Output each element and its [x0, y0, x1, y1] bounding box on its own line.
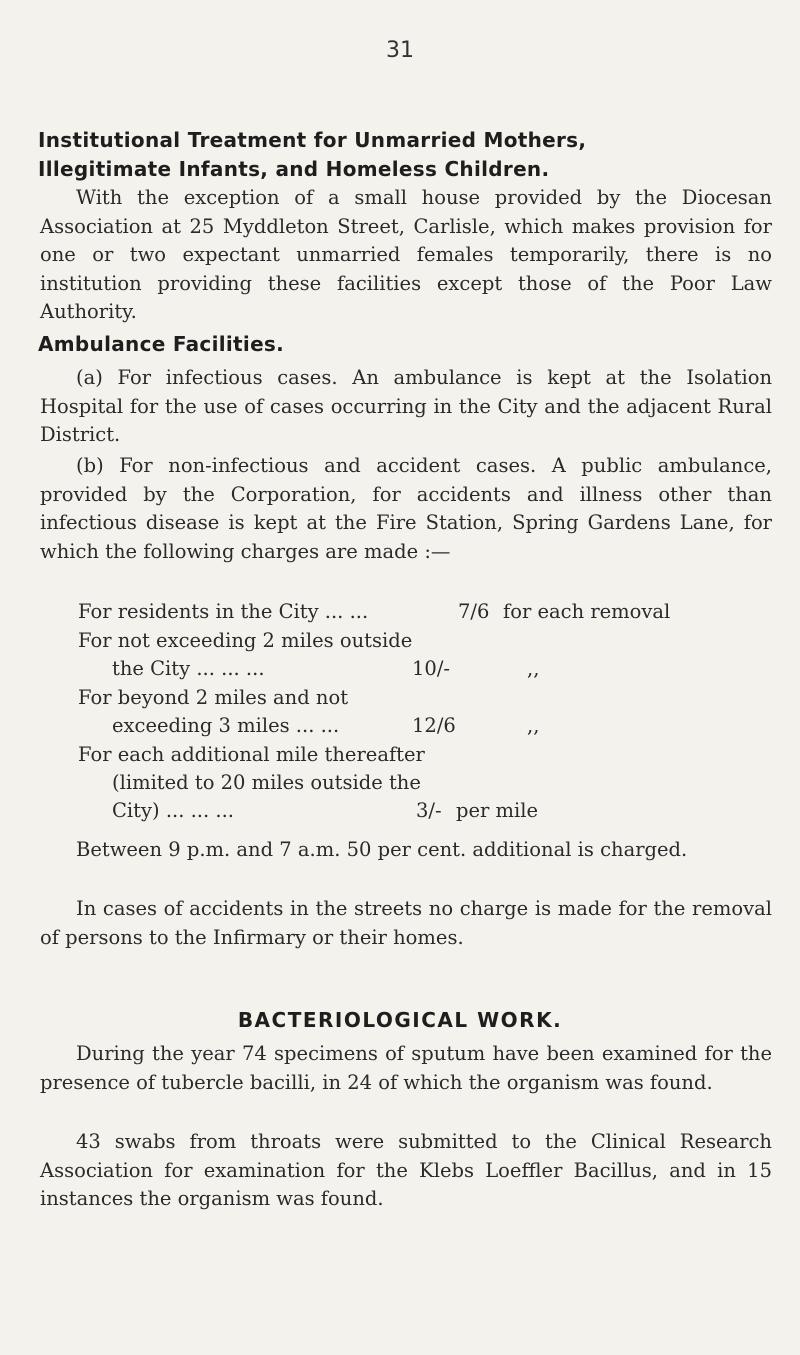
section-heading-ambulance: Ambulance Facilities.	[38, 332, 285, 356]
charge-unit: ,,	[527, 657, 540, 680]
charge-label: For each additional mile thereafter	[78, 743, 425, 766]
paragraph-sputum: During the year 74 specimens of sputum have been examined for the presence of tubercle bacilli, in 24 of which the organism was found.	[40, 1042, 772, 1094]
charge-row-3-miles	[78, 684, 778, 712]
paragraph-street-accidents: In cases of accidents in the streets no charge is made for the removal of persons to the Infirmary or their homes.	[40, 897, 772, 949]
charge-row-additional-mile	[78, 741, 778, 769]
charge-label: For beyond 2 miles and not	[78, 686, 349, 709]
paragraph-throat-swabs: 43 swabs from throats were submitted to the Clinical Research Association for examination for the Klebs Loeffler Bacillus, and in 15 instances the organism was found.	[40, 1130, 772, 1210]
section-heading-bacteriological: BACTERIOLOGICAL WORK.	[237, 1008, 563, 1032]
charge-row-additional-mile-cont1	[112, 769, 800, 797]
charge-row-2-miles	[78, 627, 778, 655]
charge-label-cont: the City ... ... ...	[112, 657, 265, 680]
charge-unit: for each removal	[503, 600, 671, 623]
charge-row-additional-mile-cont2	[112, 797, 800, 825]
charge-label: For residents in the City ... ...	[78, 600, 369, 623]
charge-label-cont: (limited to 20 miles outside the	[112, 771, 421, 794]
section-heading-institutional-line1: Institutional Treatment for Unmarried Mothers,	[38, 128, 587, 152]
charge-amount: 3/-	[416, 799, 442, 822]
paragraph-infectious-cases: (a) For infectious cases. An ambulance is kept at the Isolation Hospital for the use of cases occurring in the City and the adjacent Rural District.	[40, 366, 772, 446]
charge-row-2-miles-cont	[112, 655, 800, 683]
charge-unit: ,,	[527, 714, 540, 737]
charge-unit: per mile	[456, 799, 539, 822]
paragraph-non-infectious-cases: (b) For non-infectious and accident cases. A public ambulance, provided by the Corporation, for accidents and illness other than infectious disease is kept at the Fire Station, Spring Gardens Lane, for which the following charges are made :—	[40, 454, 772, 563]
charge-amount: 12/6	[412, 714, 456, 737]
charge-amount: 10/-	[412, 657, 450, 680]
page-number: 31	[386, 38, 414, 63]
charge-label-cont: exceeding 3 miles ... ...	[112, 714, 340, 737]
charge-row-city-residents	[78, 598, 778, 626]
charge-row-3-miles-cont	[112, 712, 800, 740]
charge-amount: 7/6	[458, 600, 490, 623]
charge-label: For not exceeding 2 miles outside	[78, 629, 413, 652]
charge-label-cont: City) ... ... ...	[112, 799, 234, 822]
paragraph-night-charges: Between 9 p.m. and 7 a.m. 50 per cent. additional is charged.	[76, 838, 688, 861]
paragraph-institutional: With the exception of a small house provided by the Diocesan Association at 25 Myddleton Street, Carlisle, which makes provision for one or two expectant unmarried females temporarily, there is no institution providing these facilities except those of the Poor Law Authority.	[40, 186, 772, 323]
section-heading-institutional-line2: Illegitimate Infants, and Homeless Children.	[38, 157, 550, 181]
